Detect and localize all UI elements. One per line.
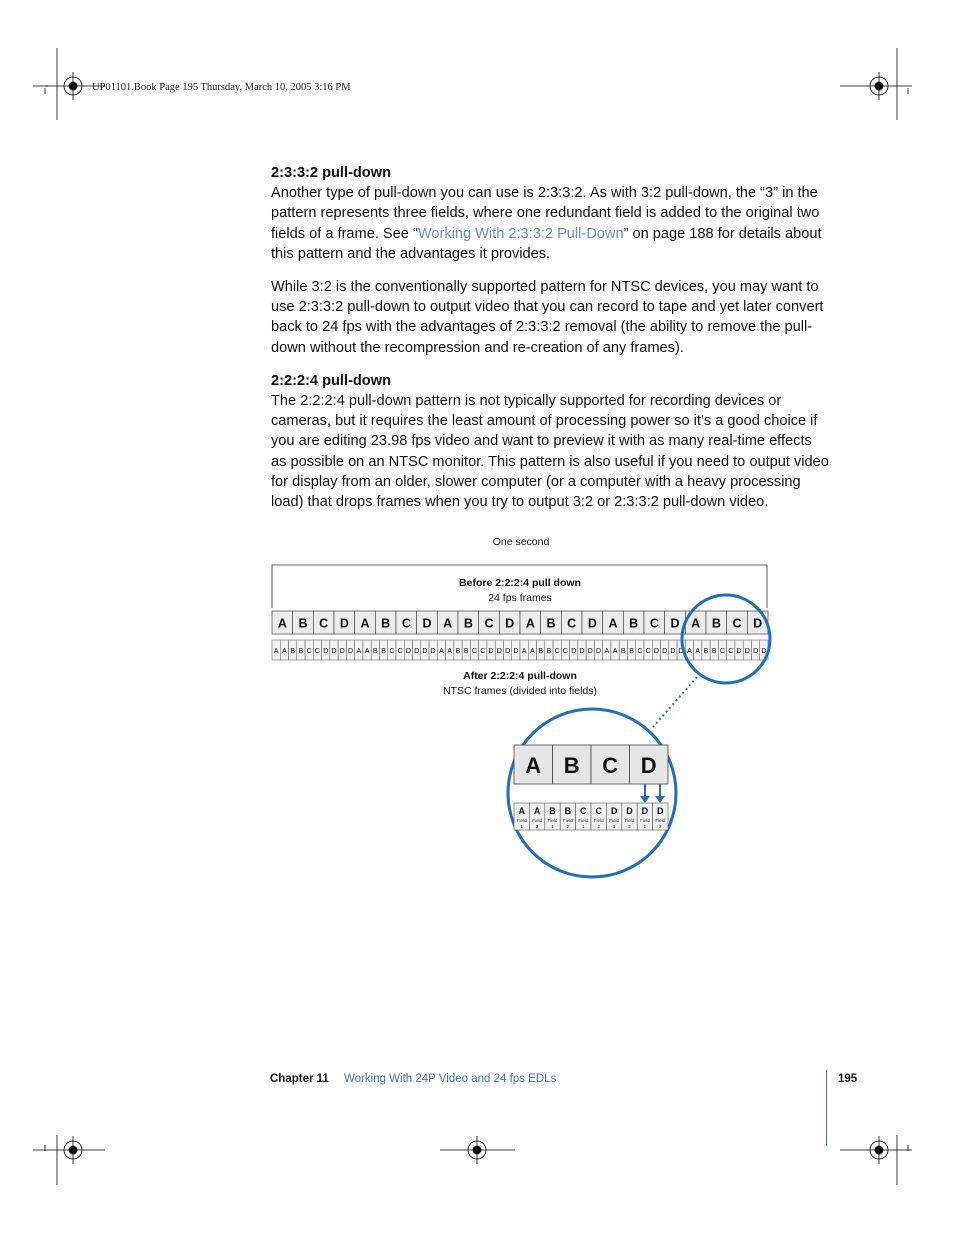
- field-letter: A: [439, 648, 444, 655]
- zoom-field-letter: B: [564, 806, 572, 816]
- frame-letter: A: [360, 616, 370, 631]
- zoom-field-letter: B: [549, 806, 556, 816]
- zoom-connector-line: [653, 677, 697, 727]
- field-letter: C: [720, 648, 726, 655]
- zoom-field-number: 2: [597, 824, 600, 829]
- fields-row: [272, 640, 768, 660]
- field-letter: A: [687, 648, 692, 655]
- frame-letter: D: [587, 616, 597, 631]
- field-letter: C: [314, 648, 320, 655]
- footer-chapter-title: Working With 24P Video and 24 fps EDLs: [344, 1073, 557, 1085]
- zoom-frame-letter: D: [640, 753, 657, 778]
- field-letter: D: [323, 648, 329, 655]
- field-letter: B: [381, 648, 386, 655]
- print-header-line: UP01101.Book Page 195 Thursday, March 10, 2005 3:16 PM: [92, 82, 351, 93]
- zoom-field-word: Field: [578, 818, 589, 823]
- field-letter: D: [571, 648, 577, 655]
- field-letter: D: [596, 648, 602, 655]
- zoom-field-word: Field: [532, 818, 542, 823]
- zoom-field-number: 2: [535, 824, 539, 829]
- field-letter: B: [290, 648, 296, 655]
- field-letter: D: [496, 648, 502, 655]
- link-working-with-2332[interactable]: Working With 2:3:3:2 Pull-Down: [417, 225, 624, 242]
- frame-letter: B: [298, 616, 308, 631]
- field-letter: D: [662, 648, 668, 655]
- field-letter: D: [430, 648, 436, 655]
- frame-letter: B: [546, 616, 556, 631]
- zoom-field-number: 2: [659, 824, 662, 829]
- frame-letter: B: [629, 616, 639, 631]
- field-letter: C: [472, 648, 478, 655]
- field-letter: B: [298, 648, 304, 655]
- field-letter: C: [645, 648, 651, 655]
- zoom-field-letter: D: [626, 806, 633, 816]
- field-letter: C: [480, 648, 486, 655]
- zoom-field-word: Field: [640, 818, 650, 823]
- frame-letter: A: [691, 616, 701, 631]
- frame-letter: C: [732, 616, 742, 631]
- field-letter: A: [282, 648, 287, 655]
- zoom-field-word: Field: [516, 818, 527, 823]
- frame-letter: D: [505, 616, 515, 631]
- field-letter: B: [620, 648, 626, 655]
- one-second-label: One second: [492, 536, 550, 548]
- zoom-field-letter: D: [641, 806, 649, 816]
- field-letter: C: [554, 648, 560, 655]
- one-second-bracket: [272, 565, 767, 608]
- field-letter: D: [670, 648, 676, 655]
- frame-letter: A: [277, 616, 287, 631]
- frame-letter: C: [401, 616, 411, 631]
- zoom-field-word: Field: [655, 818, 666, 823]
- field-letter: D: [348, 648, 354, 655]
- frame-letter: C: [567, 616, 577, 631]
- field-letter: D: [678, 648, 684, 655]
- paragraph-2224: The 2:2:2:4 pull-down pattern is not typically supported for recording devices or cameras, but it requires the least amount of processing power so it’s a good choice if you are editing 23.98 fps video and want to preview it with as many real-time effects as possible on an NTSC monitor. This pattern is also useful if you need to output video for display from an older, slower computer (or a computer with a heavy processing load) that drops frames when you try to output 3:2 or 2:3:3:2 pull-down video.: [271, 393, 829, 511]
- field-letter: B: [372, 648, 378, 655]
- highlight-circle-small: [682, 595, 770, 683]
- field-letter: C: [389, 648, 395, 655]
- zoom-field-number: 1: [643, 824, 647, 829]
- footer-page-number: 195: [838, 1073, 858, 1085]
- zoom-frame-letter: B: [563, 753, 580, 778]
- field-letter: A: [521, 648, 527, 655]
- frame-letter: A: [608, 616, 618, 631]
- field-letter: D: [414, 648, 420, 655]
- zoom-fields: [514, 803, 668, 830]
- frame-letter: C: [319, 616, 329, 631]
- field-letter: D: [587, 648, 593, 655]
- paragraph-2332-detail: While 3:2 is the conventionally supported pattern for NTSC devices, you may want to use 2:3:3:2 pull-down to output video that you can record to tape and yet later convert back to 24 fps with the advantages of 2:3:3:2 removal (the ability to remove the pull-down without the recompression and re-creation of any frames).: [271, 279, 824, 356]
- frame-letter: C: [484, 616, 494, 631]
- field-letter: C: [306, 648, 312, 655]
- frame-letter: A: [443, 616, 453, 631]
- zoom-field-letter: D: [657, 806, 664, 816]
- zoom-field-number: 1: [582, 824, 585, 829]
- field-letter: D: [488, 648, 494, 655]
- field-letter: D: [736, 648, 742, 655]
- field-letter: A: [612, 648, 618, 655]
- field-letter: D: [761, 648, 767, 655]
- field-letter: D: [422, 648, 428, 655]
- zoom-field-word: Field: [593, 818, 604, 823]
- before-title-text: Before 2:2:2:4 pull down: [459, 577, 581, 589]
- field-letter: B: [629, 648, 634, 655]
- zoom-field-letter: C: [595, 806, 602, 816]
- field-letter: D: [405, 648, 411, 655]
- zoom-circle-large: [508, 709, 676, 877]
- before-subtitle: 24 fps frames: [488, 592, 552, 604]
- field-letter: B: [455, 648, 461, 655]
- frame-letter: D: [422, 616, 432, 631]
- field-letter: A: [273, 648, 279, 655]
- field-letter: C: [397, 648, 403, 655]
- zoom-field-word: Field: [563, 818, 573, 823]
- zoom-frame-letter: C: [602, 753, 619, 778]
- field-letter: B: [463, 648, 469, 655]
- field-letter: D: [505, 648, 511, 655]
- zoom-field-letter: C: [580, 806, 587, 816]
- frame-letter: B: [381, 616, 391, 631]
- field-letter: B: [703, 648, 709, 655]
- zoom-field-number: 1: [612, 824, 616, 829]
- field-letter: A: [604, 648, 610, 655]
- field-letter: A: [364, 648, 370, 655]
- zoom-frames: [514, 745, 668, 784]
- field-letter: C: [637, 648, 643, 655]
- field-letter: B: [538, 648, 544, 655]
- field-letter: A: [530, 648, 535, 655]
- field-letter: B: [546, 648, 552, 655]
- after-title-text: After 2:2:2:4 pull-down: [463, 670, 577, 682]
- field-letter: D: [513, 648, 519, 655]
- field-letter: D: [339, 648, 345, 655]
- frame-letter: D: [339, 616, 349, 631]
- field-letter: C: [562, 648, 568, 655]
- zoom-field-number: 1: [551, 824, 554, 829]
- frame-letter: B: [463, 616, 473, 631]
- zoom-field-word: Field: [624, 818, 635, 823]
- field-letter: D: [579, 648, 585, 655]
- field-letter: C: [728, 648, 734, 655]
- frame-letter: A: [525, 616, 535, 631]
- zoom-field-letter: A: [518, 806, 525, 816]
- frame-letter: D: [753, 616, 763, 631]
- zoom-field-number: 2: [628, 824, 631, 829]
- field-letter: A: [695, 648, 701, 655]
- paragraph-2332-intro-start: Another type of pull-down you can use is 2:3:3:2. As with 3:2 pull-down, the “3” in the pattern represents three fields, where one redundant field is added to the original two fields of a frame. See “: [271, 185, 820, 242]
- field-letter: A: [356, 648, 362, 655]
- frames-row: [272, 611, 768, 634]
- field-letter: D: [744, 648, 750, 655]
- zoom-field-number: 2: [566, 824, 570, 829]
- zoom-field-word: Field: [609, 818, 619, 823]
- footer-divider: [826, 1070, 827, 1146]
- zoom-field-word: Field: [547, 818, 558, 823]
- field-letter: B: [711, 648, 717, 655]
- frame-letter: B: [711, 616, 721, 631]
- zoom-field-letter: A: [533, 806, 541, 816]
- field-letter: D: [753, 648, 759, 655]
- field-letter: D: [331, 648, 337, 655]
- field-letter: A: [447, 648, 453, 655]
- after-subtitle: NTSC frames (divided into fields): [442, 685, 598, 697]
- frame-letter: D: [670, 616, 680, 631]
- zoom-field-letter: D: [610, 806, 618, 816]
- paragraph-2332-intro-end: ” on page 188 for details about this pattern and the advantages it provides.: [271, 225, 822, 262]
- frame-letter: C: [649, 616, 659, 631]
- field-letter: D: [653, 648, 659, 655]
- zoom-frame-letter: A: [525, 753, 542, 778]
- footer-chapter-label: Chapter 11: [270, 1073, 329, 1085]
- heading-2332: 2:3:3:2 pull-down: [271, 165, 391, 181]
- heading-2224: 2:2:2:4 pull-down: [271, 372, 391, 389]
- zoom-field-number: 1: [520, 824, 523, 829]
